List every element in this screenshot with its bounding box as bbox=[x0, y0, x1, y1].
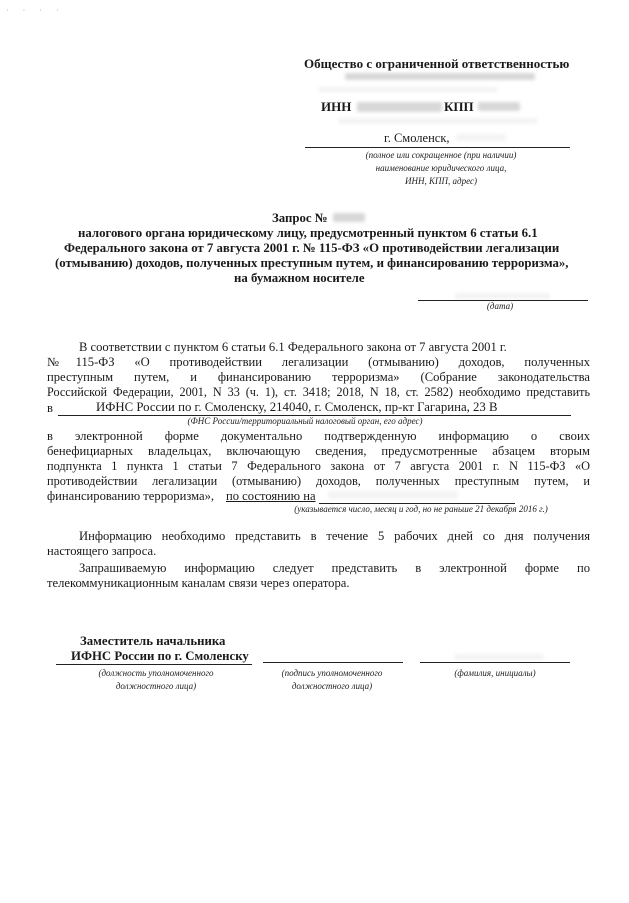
authority-value: ИФНС России по г. Смоленску, 214040, г. Смоленск, пр-кт Гагарина, 23 В bbox=[96, 400, 498, 414]
authority-prefix: в bbox=[47, 401, 53, 415]
redacted-inn bbox=[357, 102, 442, 112]
para2-line-4: противодействии легализации (отмыванию) доходов, полученных преступным путем, и bbox=[47, 474, 590, 488]
recipient-org-line1: Общество с ограниченной ответственностью bbox=[304, 56, 570, 71]
redacted-name bbox=[454, 654, 544, 660]
recipient-caption: (полное или сокращенное (при наличии) наименование юридического лица, ИНН, КПП, адрес) bbox=[365, 150, 517, 186]
signer-position-line2: ИФНС России по г. Смоленску bbox=[71, 649, 249, 663]
para4-line-1: Запрашиваемую информацию следует представить в электронной форме по bbox=[79, 561, 590, 575]
as-of-caption: (указывается число, месяц и год, но не раньше 21 декабря 2016 г.) bbox=[294, 504, 548, 514]
recipient-city: г. Смоленск, bbox=[384, 131, 450, 145]
as-of-label: по состоянию на bbox=[226, 489, 316, 503]
redacted-org-address bbox=[318, 87, 498, 92]
para2-line-3: подпункта 1 пункта 1 статьи 7 Федерального закона от 7 августа 2001 г. N 115-ФЗ «О bbox=[47, 459, 590, 473]
signature-underline bbox=[263, 662, 403, 663]
para1-line-3: преступным путем, и финансированию терроризма» (Собрание законодательства bbox=[47, 370, 590, 384]
para1-line-4: Российской Федерации, 2001, N 33 (ч. 1), ст. 3418; 2018, N 18, ст. 2582) необходимо представить bbox=[47, 385, 590, 399]
position-underline bbox=[56, 664, 252, 665]
title-line-3: (отмыванию) доходов, полученных преступным путем, и финансированию терроризма», bbox=[55, 256, 569, 270]
authority-caption: (ФНС России/территориальный налоговый орган, его адрес) bbox=[187, 416, 423, 426]
position-caption: (должность уполномоченного должностного лица) bbox=[98, 668, 214, 691]
recipient-underline bbox=[305, 147, 570, 148]
para2-line-2: бенефициарных владельцах, включающую сведения, предусмотренные абзацем вторым bbox=[47, 444, 590, 458]
title-line-4: на бумажном носителе bbox=[234, 271, 365, 285]
redacted-org-name bbox=[345, 73, 535, 80]
date-caption: (дата) bbox=[486, 301, 514, 311]
name-caption: (фамилия, инициалы) bbox=[454, 668, 536, 678]
para1-line-2: №115-ФЗ «О противодействии легализации (отмыванию) доходов, полученных bbox=[47, 355, 590, 369]
para1-line-1: В соответствии с пунктом 6 статьи 6.1 Федерального закона от 7 августа 2001 г. bbox=[79, 340, 507, 354]
para4-line-2: телекоммуникационным каналам связи через оператора. bbox=[47, 576, 350, 590]
redacted-kpp bbox=[478, 102, 520, 111]
scan-artifact: · · · · bbox=[6, 6, 65, 15]
para3-line-2: настоящего запроса. bbox=[47, 544, 157, 558]
signature-caption: (подпись уполномоченного должностного лица) bbox=[281, 668, 383, 691]
name-underline bbox=[420, 662, 570, 663]
redacted-date bbox=[455, 293, 550, 299]
para3-line-1: Информацию необходимо представить в течение 5 рабочих дней со дня получения bbox=[79, 529, 590, 543]
title-line-2: Федерального закона от 7 августа 2001 г. № 115-ФЗ «О противодействии легализации bbox=[64, 241, 560, 255]
recipient-kpp-label: КПП bbox=[444, 99, 474, 114]
recipient-inn-label: ИНН bbox=[321, 99, 352, 114]
redacted-request-number bbox=[333, 213, 365, 222]
request-label: Запрос № bbox=[272, 211, 328, 225]
para2-last: финансированию терроризма», bbox=[47, 489, 215, 503]
redacted-postcode bbox=[456, 134, 506, 141]
title-line-1: налогового органа юридическому лицу, предусмотренный пунктом 6 статьи 6.1 bbox=[78, 226, 538, 240]
redacted-as-of-date bbox=[328, 491, 458, 499]
redacted-address-line bbox=[338, 118, 538, 124]
signer-position-line1: Заместитель начальника bbox=[80, 634, 226, 648]
para2-line-1: в электронной форме документально подтвержденную информацию о своих bbox=[47, 429, 590, 443]
